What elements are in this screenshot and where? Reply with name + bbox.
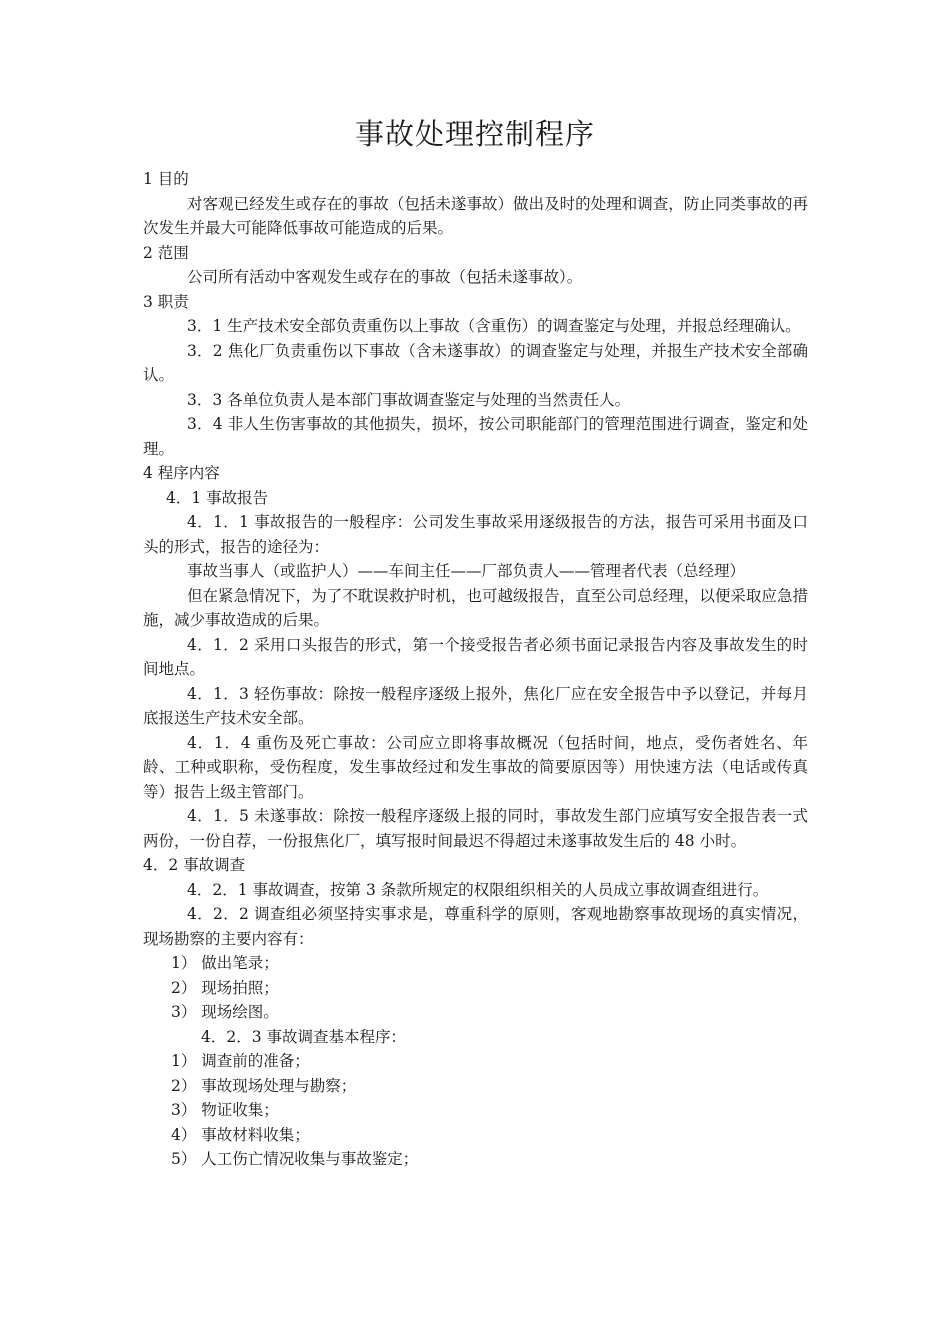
paragraph-duty-3-3: 3．3 各单位负责人是本部门事故调查鉴定与处理的当然责任人。 <box>187 390 631 409</box>
paragraph-4-2-2: 4．2．2 调查组必须坚持实事求是，尊重科学的原则，客观地勘察事故现场的真实情况，现场勘察的主要内容有： <box>143 905 808 948</box>
section-heading-duties: 3 职责 <box>143 292 189 311</box>
paragraph-duty-3-4: 3．4 非人生伤害事故的其他损失，损坏，按公司职能部门的管理范围进行调查，鉴定和处理。 <box>143 415 808 458</box>
paragraph-scope: 公司所有活动中客观发生或存在的事故（包括未遂事故）。 <box>187 268 583 286</box>
subsection-heading-investigation: 4．2 事故调查 <box>143 856 246 874</box>
paragraph-4-2-3: 4．2．3 事故调查基本程序： <box>201 1027 407 1046</box>
paragraph-purpose: 对客观已经发生或存在的事故（包括未遂事故）做出及时的处理和调查，防止同类事故的再次发生并最大可能降低事故可能造成的后果。 <box>143 194 808 237</box>
subsection-heading-report: 4．1 事故报告 <box>166 488 269 507</box>
list-item: 1） 调查前的准备； <box>171 1052 310 1070</box>
paragraph-report-path: 事故当事人（或监护人）——车间主任——厂部负责人——管理者代表（总经理） <box>187 562 746 580</box>
list-item: 2） 现场拍照； <box>171 978 279 997</box>
section-heading-scope: 2 范围 <box>143 243 189 262</box>
list-item: 3） 物证收集； <box>171 1101 279 1119</box>
paragraph-4-1-4: 4．1．4 重伤及死亡事故：公司应立即将事故概况（包括时间，地点，受伤者姓名、年龄、工种或职称，受伤程度，发生事故经过和发生事故的简要原因等）用快速方法（电话或传真等）报告上级主管部门。 <box>143 733 808 801</box>
page-title: 事故处理控制程序 <box>354 117 595 151</box>
paragraph-4-1-2: 4．1．2 采用口头报告的形式，第一个接受报告者必须书面记录报告内容及事故发生的时间地点。 <box>143 635 808 678</box>
section-heading-procedure: 4 程序内容 <box>143 464 220 482</box>
paragraph-4-2-1: 4．2．1 事故调查，按第 3 条款所规定的权限组织相关的人员成立事故调查组进行。 <box>187 880 769 899</box>
paragraph-4-1-5: 4．1．5 未遂事故：除按一般程序逐级上报的同时，事故发生部门应填写安全报告表一式两份，一份自荐，一份报焦化厂，填写报时间最迟不得超过未遂事故发生后的 48 小时。 <box>143 807 808 850</box>
document-body <box>143 167 808 1172</box>
paragraph-4-1-1: 4．1．1 事故报告的一般程序：公司发生事故采用逐级报告的方法，报告可采用书面及口头的形式，报告的途径为： <box>143 513 808 556</box>
list-item: 2） 事故现场处理与勘察； <box>171 1076 357 1095</box>
section-heading-purpose: 1 目的 <box>143 170 189 188</box>
list-item: 3） 现场绘图。 <box>171 1003 279 1021</box>
paragraph-4-1-3: 4．1．3 轻伤事故：除按一般程序逐级上报外，焦化厂应在安全报告中予以登记，并每月底报送生产技术安全部。 <box>143 684 808 727</box>
paragraph-duty-3-1: 3．1 生产技术安全部负责重伤以上事故（含重伤）的调查鉴定与处理，并报总经理确认。 <box>187 317 801 335</box>
list-item: 5） 人工伤亡情况收集与事故鉴定； <box>171 1150 419 1168</box>
paragraph-duty-3-2: 3．2 焦化厂负责重伤以下事故（含未遂事故）的调查鉴定与处理，并报生产技术安全部确认。 <box>143 341 808 384</box>
list-item: 1） 做出笔录； <box>171 954 279 972</box>
paragraph-emergency-note: 但在紧急情况下，为了不耽误救护时机，也可越级报告，直至公司总经理，以便采取应急措施，减少事故造成的后果。 <box>143 586 808 629</box>
list-item: 4） 事故材料收集； <box>171 1125 310 1144</box>
